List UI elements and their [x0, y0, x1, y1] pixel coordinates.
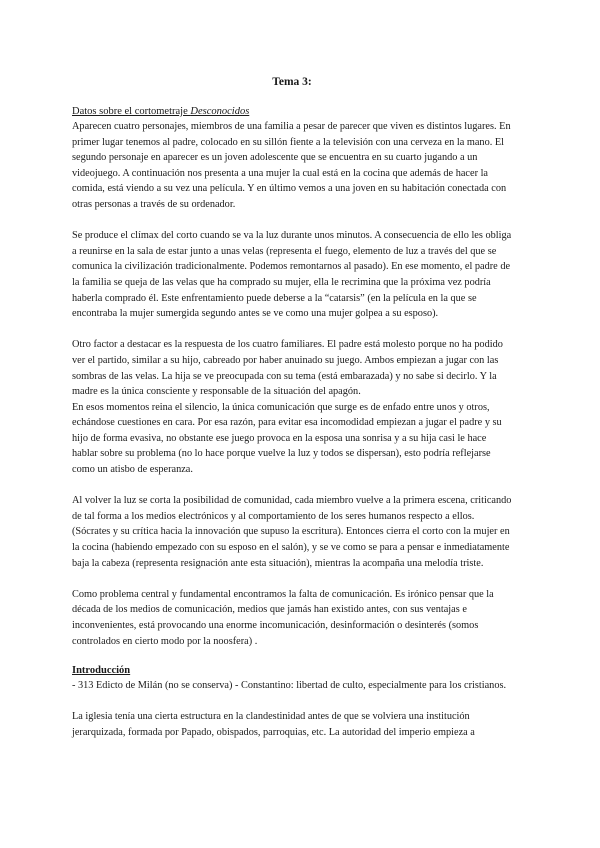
section-heading-introduction: Introducción — [72, 665, 131, 677]
paragraph-silence: En esos momentos reina el silencio, la única comunicación que surge es de enfado entre unos y otros, echándose cuestiones en cara. Por esa razón, para evitar esa incomodidad empiezan a jugar el padre y su hijo de forma evasiva, no obstante ese juego provoca en la esposa una sonrisa y a su hija casi le hace hablar sobre su problema (no lo hace porque vuelve la luz y todos se dispersan), esto podría reflejarse como un atisbo de esperanza. — [72, 401, 502, 476]
paragraph-spacer — [72, 213, 512, 229]
paragraph-characters: Aparecen cuatro personajes, miembros de una familia a pesar de parecer que viven es distintos lugares. En primer lugar tenemos al padre, colocado en su sillón fiente a la televisión con una cerveza en la mano. El segundo personaje en aparecer es un joven adolescente que se encuentra en su cuarto jugando a un videojuego. A continuación nos presenta a una mujer la cual está en la cocina que además de hacer la comida, está viendo a su vez una película. Y en último vemos a una joven en su habitación conectada con otras personas a través de su ordenador. — [72, 121, 511, 210]
paragraph-central-problem: Como problema central y fundamental encontramos la falta de comunicación. Es irónico pensar que la década de los medios de comunicación, medios que jamás han existido antes, con sus ventajas e inconvenientes, está provocando una enorme incomunicación, desinformación o desinterés (somos controlados en cierto modo por la noosfera) . — [72, 588, 494, 647]
paragraph-church-structure: La iglesia tenía una cierta estructura en la clandestinidad antes de que se volviera una institución jerarquizada, formada por Papado, obispados, parroquias, etc. La autoridad del imperio empieza a — [72, 711, 475, 738]
paragraph-response: Otro factor a destacar es la respuesta de los cuatro familiares. El padre está molesto porque no ha podido ver el partido, similar a su hijo, cabreado por haber anuinado su juego. Ambos empiezan a jugar con las sombras de las velas. La hija se ve preocupada con su tema (está embarazada) y no sabe si decirlo. Y la madre es la única consciente y responsable de la situación del apagón. — [72, 339, 503, 398]
film-title: Desconocidos — [190, 106, 250, 117]
paragraph-light-returns: Al volver la luz se corta la posibilidad de comunidad, cada miembro vuelve a la primera escena, criticando de tal forma a los medios electrónicos y al comportamiento de los seres humanos respecto a ellos. (Sócrates y su crítica hacia la innovación que supuso la escritura). Entonces cierra el corto con la mujer en la cocina (habiendo empezado con su esposo en el salón), y se ve como se para a pensar e inmediatamente baja la cabeza (representa resignación ante esta situación), mientras la acompaña una melodía triste. — [72, 495, 512, 569]
paragraph-spacer — [72, 694, 512, 710]
paragraph-spacer — [72, 571, 512, 587]
paragraph-spacer — [72, 322, 512, 338]
paragraph-spacer — [72, 478, 512, 494]
heading-prefix: Datos sobre el cortometraje — [72, 106, 191, 117]
paragraph-spacer — [72, 649, 512, 663]
page-title: Tema 3: — [272, 76, 312, 88]
paragraph-climax: Se produce el clímax del corto cuando se va la luz durante unos minutos. A consecuencia de ello les obliga a reunirse en la sala de estar junto a unas velas (representa el fuego, elemento de luz a través del que se comunica la civilización tradicionalmente. Podemos remontarnos al pasado). En ese momento, el padre de la familia se queja de las velas que ha comprado su mujer, ella le recrimina que la próxima vez podría haberla comprado él. Este enfrentamiento puede deberse a la “catarsis” (en la película en la que se encontraba la mujer sumergida segundo antes se ve como una mujer golpea a su esposo). — [72, 230, 512, 320]
paragraph-edict-milan: - 313 Edicto de Milán (no se conserva) - Constantino: libertad de culto, especialmente para los cristianos. — [72, 680, 507, 692]
section-heading-film — [72, 104, 512, 119]
